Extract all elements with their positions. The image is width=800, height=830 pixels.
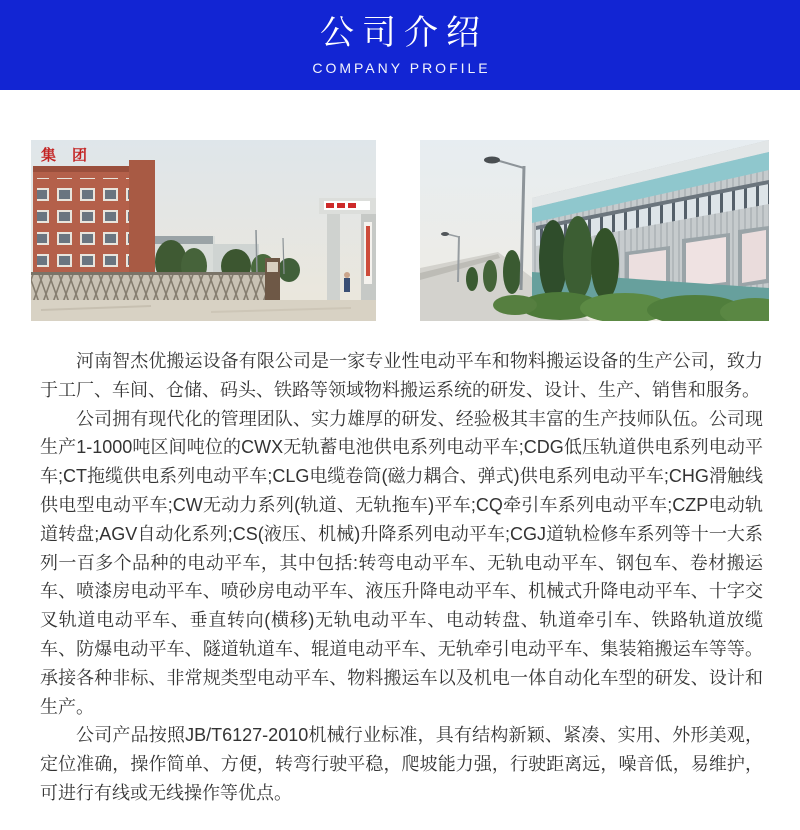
photo-row xyxy=(31,140,769,321)
rooftop-sign-text: 集团 xyxy=(41,147,104,164)
profile-paragraph-2: 公司拥有现代化的管理团队、实力雄厚的研发、经验极其丰富的生产技师队伍。公司现生产1-1000吨区间吨位的CWX无轨蓄电池供电系列电动平车;CDG低压轨道供电系列电动平车;CT拖缆供电系列电动平车;CLG电缆卷筒(磁力耦合、弹式)供电系列电动平车;CHG滑触线供电型电动平车;CW无动力系列(轨道、无轨拖车)平车;CQ牵引车系列电动平车;CZP电动轨道转盘;AGV自动化系列;CS(液压、机械)升降系列电动平车;CGJ道轨检修车系列等十一大系列一百多个品种的电动平车，其中包括:转弯电动平车、无轨电动平车、钢包车、卷材搬运车、喷漆房电动平车、喷砂房电动平车、液压升降电动平车、机械式升降电动平车、十字交叉轨道电动平车、垂直转向(横移)无轨电动平车、电动转盘、轨道牵引车、铁路轨道放缆车、防爆电动平车、隧道轨道车、辊道电动平车、无轨牵引电动平车、集装箱搬运车等等。承接各种非标、非常规类型电动平车、物料搬运车以及机电一体自动化车型的研发、设计和生产。 xyxy=(40,408,763,717)
bottom-spacer xyxy=(0,808,800,830)
factory-building-photo xyxy=(420,140,769,321)
factory-entrance-photo xyxy=(31,140,376,321)
company-profile-banner xyxy=(0,0,800,90)
profile-paragraph-1: 河南智杰优搬运设备有限公司是一家专业性电动平车和物料搬运设备的生产公司，致力于工厂、车间、仓储、码头、铁路等领域物料搬运系统的研发、设计、生产、销售和服务。 xyxy=(40,351,763,400)
profile-paragraph-3: 公司产品按照JB/T6127-2010机械行业标准，具有结构新颖、紧凑、实用、外形美观，定位准确，操作简单、方便，转弯行驶平稳，爬坡能力强，行驶距离远，噪音低，易维护，可进行有线或无线操作等优点。 xyxy=(40,725,763,803)
factory-entrance-illustration xyxy=(31,140,376,321)
factory-building-illustration xyxy=(420,140,769,321)
company-profile-text xyxy=(40,347,763,808)
page-subtitle: COMPANY PROFILE xyxy=(312,60,491,77)
page-title: 公司介绍 xyxy=(320,14,488,52)
